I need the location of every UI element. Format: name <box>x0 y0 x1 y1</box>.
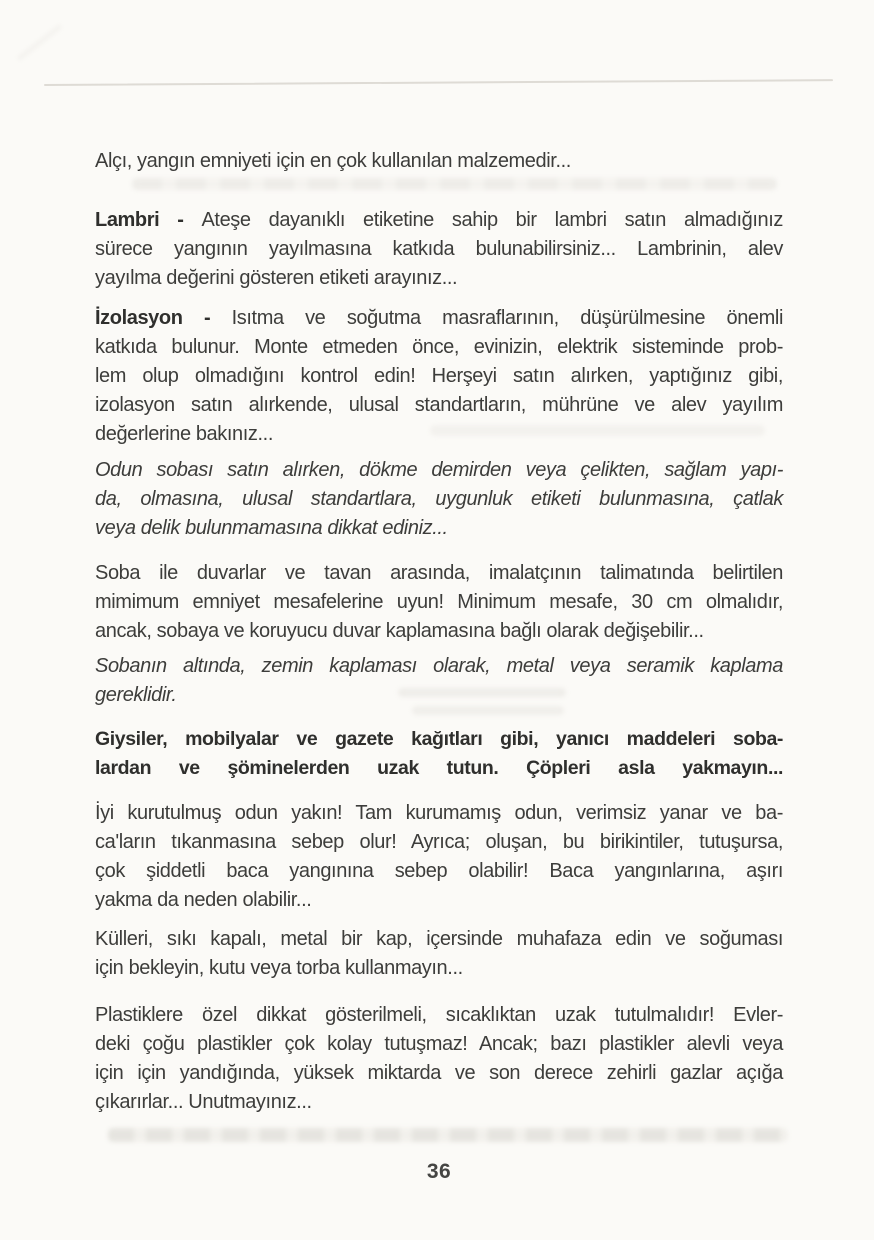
text-line: deki çoğu plastikler çok kolay tutuşmaz! Ancak; bazı plastikler alevli veya <box>95 1033 783 1055</box>
text-line: mimimum emniyet mesafelerine uyun! Minimum mesafe, 30 cm olmalıdır, <box>95 591 783 613</box>
text-line: ancak, sobaya ve koruyucu duvar kaplamasına bağlı olarak değişebilir... <box>95 620 704 642</box>
text-line: değerlerine bakınız... <box>95 423 273 445</box>
text-line: lardan ve şöminelerden uzak tutun. Çöpleri asla yakmayın... <box>95 757 783 779</box>
text-line: için bekleyin, kutu veya torba kullanmayın... <box>95 957 463 979</box>
bleed-through-text <box>108 1128 788 1142</box>
paragraph-lead: İzolasyon - <box>95 307 232 329</box>
text-line: izolasyon satın alırkende, ulusal standartların, mührüne ve alev yayılım <box>95 394 783 416</box>
text-line: yayılma değerini gösteren etiketi arayınız... <box>95 267 458 289</box>
text-line: Soba ile duvarlar ve tavan arasında, imalatçının talimatında belirtilen <box>95 562 783 584</box>
paragraph-sobanin-altinda <box>95 652 783 710</box>
text-line: ca'ların tıkanmasına sebep olur! Ayrıca; oluşan, bu birikintiler, tutuşursa, <box>95 831 783 853</box>
text-line: yakma da neden olabilir... <box>95 889 312 911</box>
text-line: Giysiler, mobilyalar ve gazete kağıtları gibi, yanıcı maddeleri soba- <box>95 728 783 750</box>
paragraph-alci <box>95 147 783 176</box>
bleed-through-text <box>132 178 777 190</box>
text-line: lem olup olmadığını kontrol edin! Herşeyi satın alırken, yaptığınız gibi, <box>95 365 783 387</box>
scan-artifact <box>16 24 62 62</box>
text-line: Lambri - Ateşe dayanıklı etiketine sahip bir lambri satın almadığınız <box>95 209 783 231</box>
scan-edge-line <box>44 79 833 86</box>
text-line: İyi kurutulmuş odun yakın! Tam kurumamış odun, verimsiz yanar ve ba- <box>95 802 783 824</box>
page-number: 36 <box>426 1160 452 1183</box>
text-line: Odun sobası satın alırken, dökme demirden veya çelikten, sağlam yapı- <box>95 459 783 481</box>
paragraph-soba-duvar <box>95 559 783 646</box>
text-line: çok şiddetli baca yangınına sebep olabilir! Baca yangınlarına, aşırı <box>95 860 783 882</box>
paragraph-izolasyon <box>95 304 783 449</box>
text-line: Plastiklere özel dikkat gösterilmeli, sıcaklıktan uzak tutulmalıdır! Evler- <box>95 1004 783 1026</box>
paragraph-kulleri <box>95 925 783 983</box>
text-line: Sobanın altında, zemin kaplaması olarak, metal veya seramik kaplama <box>95 655 783 677</box>
paragraph-plastikler <box>95 1001 783 1117</box>
text-line: da, olmasına, ulusal standartlara, uygunluk etiketi bulunmasına, çatlak <box>95 488 783 510</box>
text-line: Külleri, sıkı kapalı, metal bir kap, içersinde muhafaza edin ve soğuması <box>95 928 783 950</box>
paragraph-iyi-kurutulmus <box>95 799 783 915</box>
text-line: çıkarırlar... Unutmayınız... <box>95 1091 312 1113</box>
text-line: Alçı, yangın emniyeti için en çok kullanılan malzemedir... <box>95 150 571 172</box>
paragraph-lambri <box>95 206 783 293</box>
text-line: veya delik bulunmamasına dikkat ediniz... <box>95 517 448 539</box>
text-line: için için yandığında, yüksek miktarda ve son derece zehirli gazlar açığa <box>95 1062 783 1084</box>
paragraph-lead: Lambri - <box>95 209 202 231</box>
text-line: sürece yangının yayılmasına katkıda bulunabilirsiniz... Lambrinin, alev <box>95 238 783 260</box>
paragraph-giysiler <box>95 725 783 783</box>
text-line: İzolasyon - Isıtma ve soğutma masraflarının, düşürülmesine önemli <box>95 307 784 329</box>
text-line: katkıda bulunur. Monte etmeden önce, evinizin, elektrik sisteminde prob- <box>95 336 783 358</box>
text-line: gereklidir. <box>95 684 177 706</box>
paragraph-odun-sobasi <box>95 456 783 543</box>
